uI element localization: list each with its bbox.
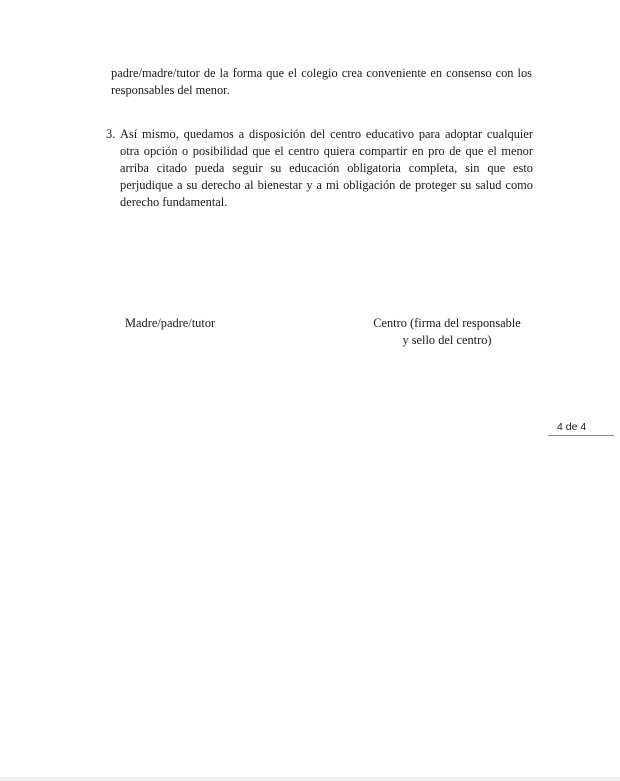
page-number-text: 4 de 4 — [557, 421, 587, 433]
continuation-paragraph: padre/madre/tutor de la forma que el colegio crea conveniente en consenso con los responsables del menor. — [111, 66, 532, 97]
signature-label-center — [362, 315, 532, 349]
signature-center-line2: y sello del centro) — [402, 333, 492, 347]
signature-center-line1: Centro (firma del responsable — [373, 316, 521, 330]
item-number: 3. — [106, 127, 116, 141]
page-number — [548, 420, 614, 436]
item-text: Así mismo, quedamos a disposición del centro educativo para adoptar cualquier otra opción o posibilidad que el centro quiera compartir en pro de que el menor arriba citado pueda seguir su educación obligatoria completa, sin que esto perjudique a su derecho al bienestar y a mi obligación de proteger su salud como derecho fundamental. — [120, 127, 533, 209]
page-number-rule — [548, 435, 614, 436]
page-bottom-edge — [0, 777, 620, 781]
signature-label-parent: Madre/padre/tutor — [125, 316, 216, 330]
